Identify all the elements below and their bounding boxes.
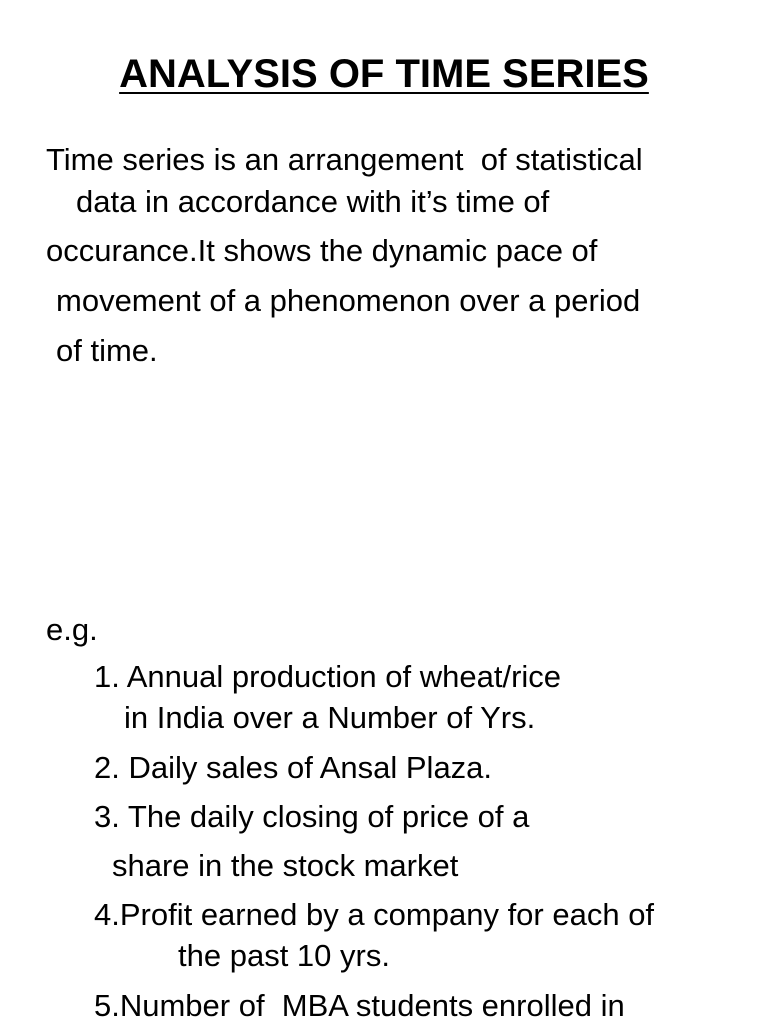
definition-line-4: movement of a phenomenon over a period (56, 283, 641, 318)
examples-intro: e.g. (46, 612, 98, 647)
example-item-5-line-1: 5.Number of MBA students enrolled in (94, 988, 625, 1023)
definition-line-5: of time. (56, 333, 158, 368)
example-item-4-line-2: the past 10 yrs. (178, 938, 390, 973)
definition-line-1: Time series is an arrangement of statistical (46, 142, 643, 177)
example-item-4-line-1: 4.Profit earned by a company for each of (94, 897, 655, 932)
definition-line-2: data in accordance with it’s time of (76, 184, 550, 219)
example-item-2: 2. Daily sales of Ansal Plaza. (94, 750, 493, 785)
example-item-1-line-1: 1. Annual production of wheat/rice (94, 659, 562, 694)
example-item-3-line-2: share in the stock market (112, 848, 459, 883)
example-item-1-line-2: in India over a Number of Yrs. (124, 700, 536, 735)
definition-line-3: occurance.It shows the dynamic pace of (46, 233, 598, 268)
example-item-3-line-1: 3. The daily closing of price of a (94, 799, 530, 834)
page-title: ANALYSIS OF TIME SERIES (119, 52, 649, 96)
